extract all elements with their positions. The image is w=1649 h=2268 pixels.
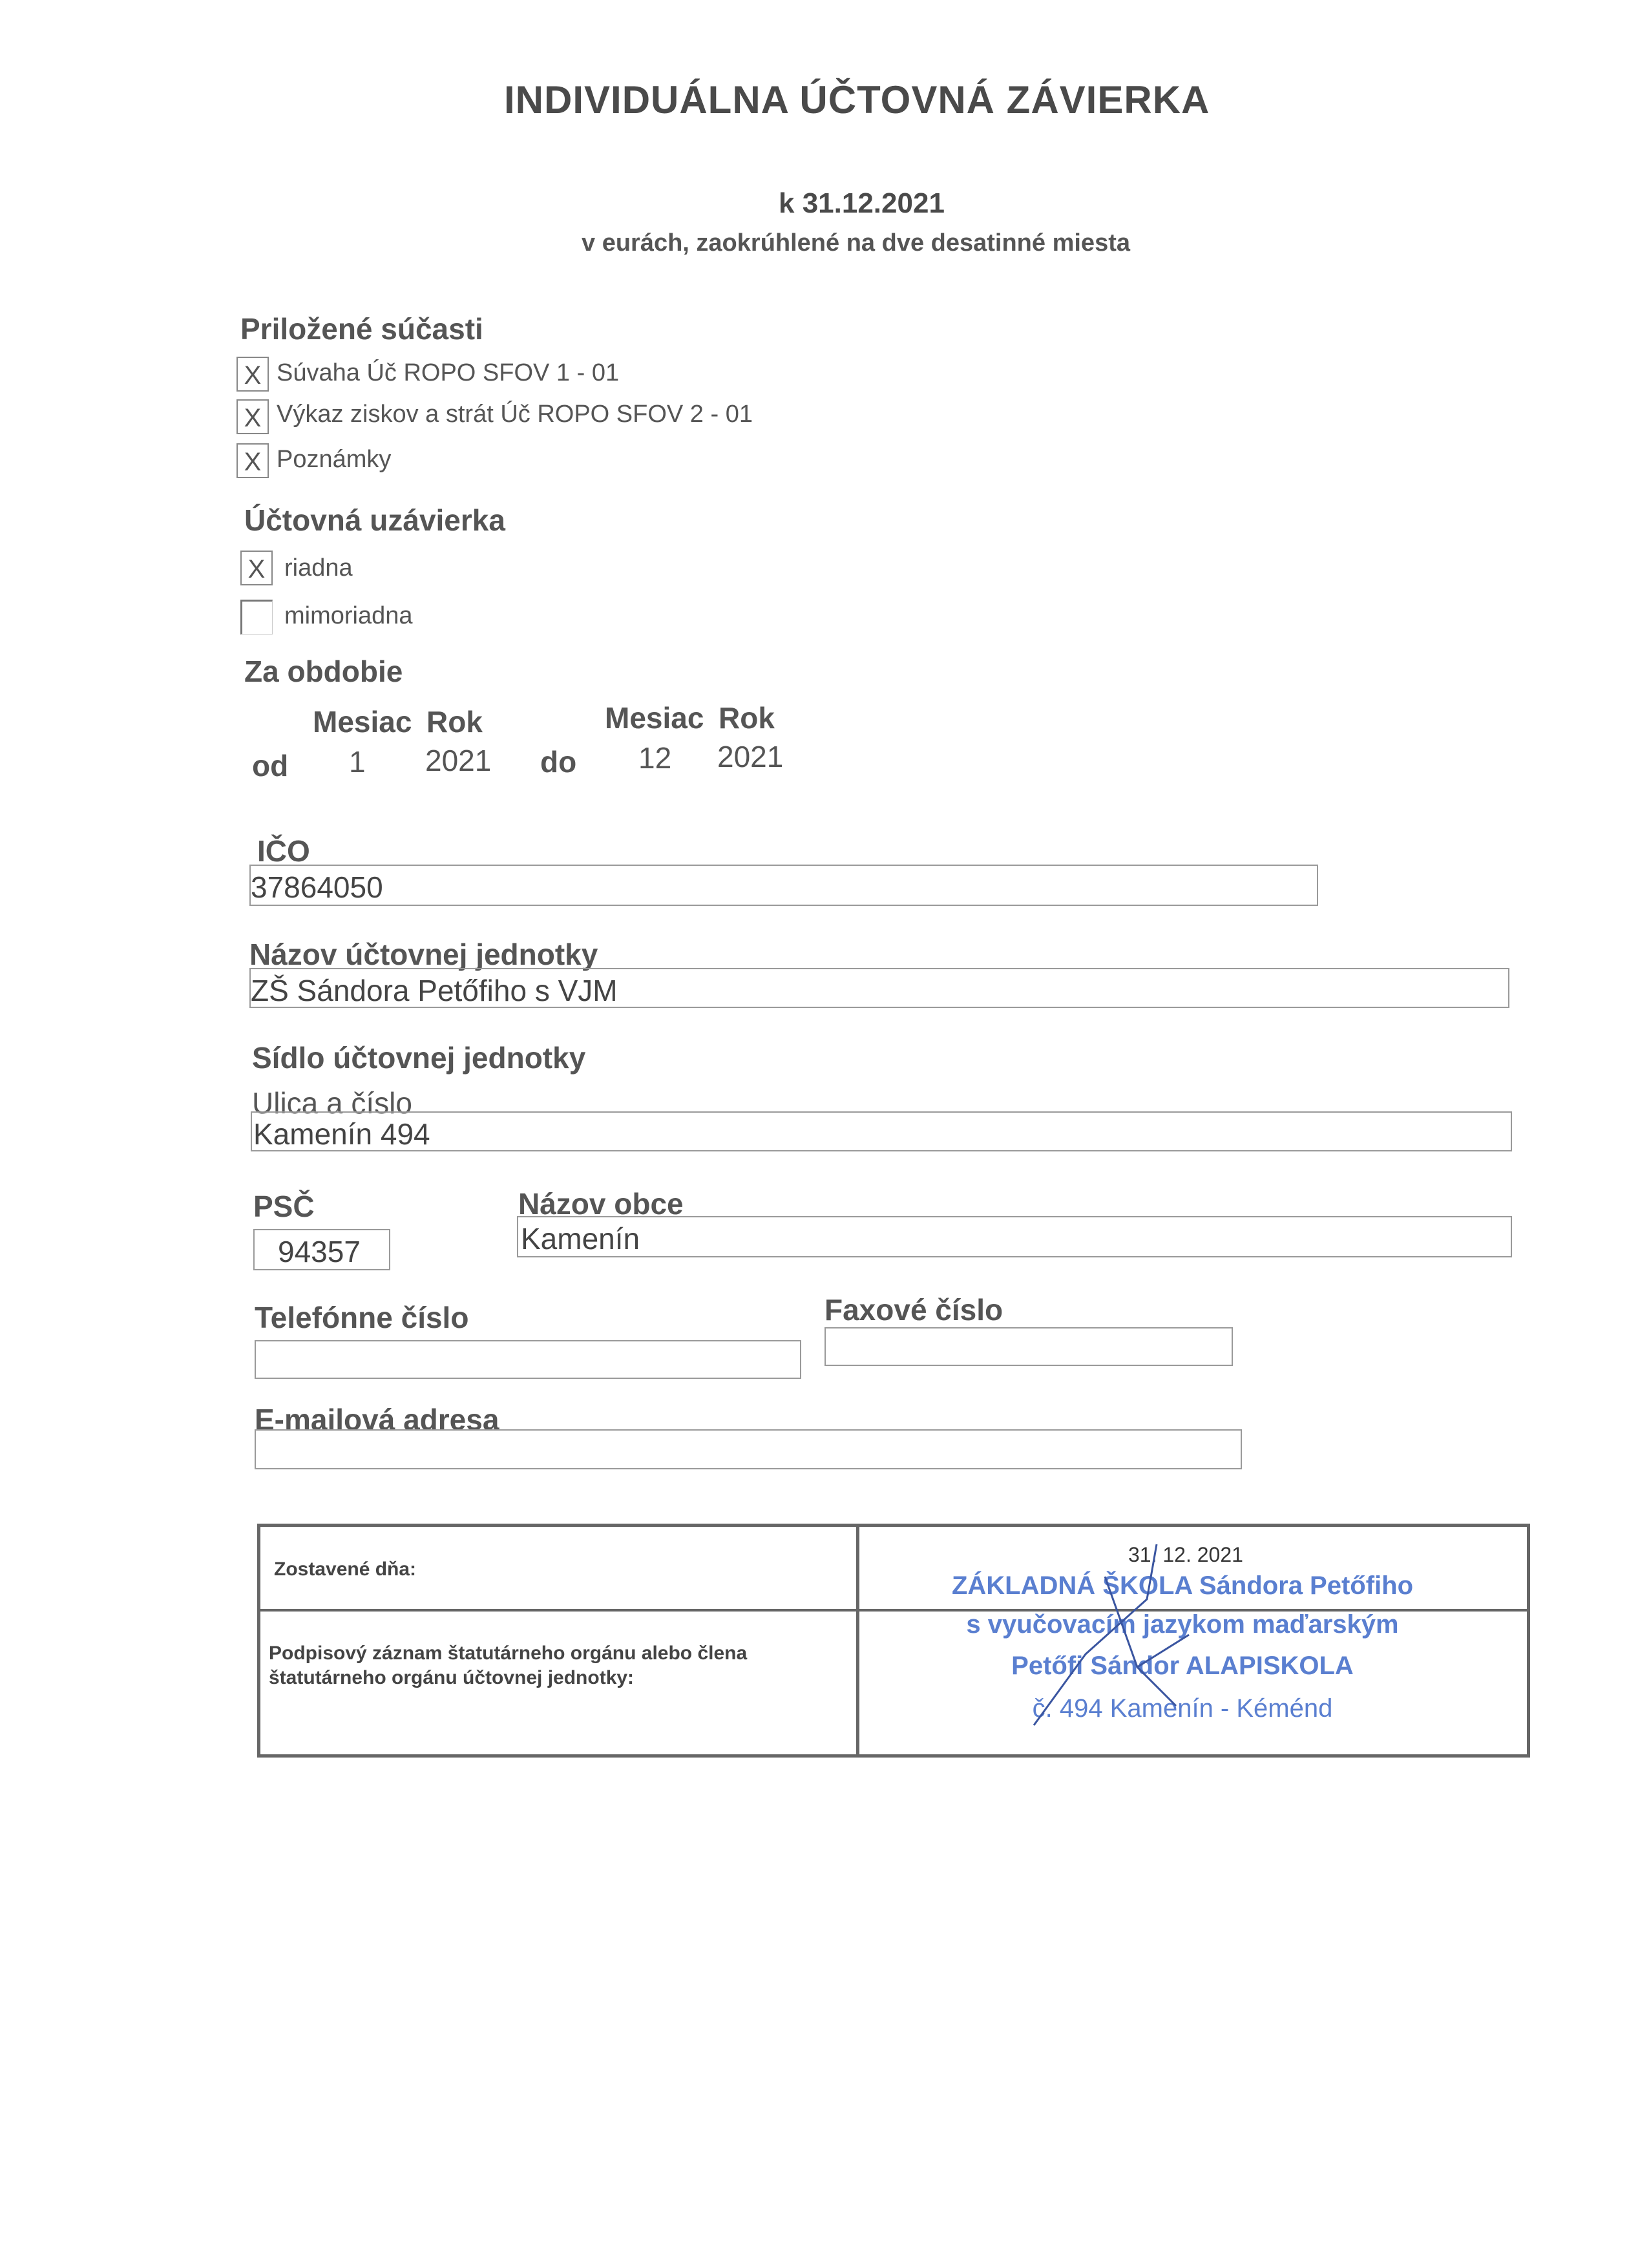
period-to-month-header: Mesiac (605, 701, 704, 735)
psc-value: 94357 (278, 1235, 361, 1268)
period-title: Za obdobie (244, 655, 403, 688)
period-to-label: do (540, 745, 577, 779)
city-label: Názov obce (518, 1187, 684, 1221)
ico-field[interactable] (249, 865, 1318, 906)
closing-label-regular: riadna (284, 554, 353, 582)
seat-label: Sídlo účtovnej jednotky (252, 1041, 586, 1075)
document-date: k 31.12.2021 (779, 187, 945, 219)
closing-checkbox-regular[interactable]: X (240, 551, 273, 585)
closing-checkbox-extraordinary[interactable] (240, 600, 273, 635)
document-title: INDIVIDUÁLNA ÚČTOVNÁ ZÁVIERKA (504, 78, 1210, 121)
unit-name-field[interactable] (249, 968, 1509, 1008)
city-field[interactable] (517, 1216, 1512, 1257)
period-to-year-header: Rok (719, 701, 775, 735)
period-from-month: 1 (349, 745, 366, 779)
email-label: E-mailová adresa (255, 1403, 499, 1436)
email-field[interactable] (255, 1429, 1242, 1469)
signature-label-line1: Podpisový záznam štatutárneho orgánu alebo člena (269, 1643, 748, 1664)
attachment-label-balance: Súvaha Úč ROPO SFOV 1 - 01 (277, 359, 620, 386)
unit-name-label: Názov účtovnej jednotky (249, 938, 598, 971)
fax-field[interactable] (824, 1327, 1233, 1366)
unit-name-value: ZŠ Sándora Petőfiho s VJM (251, 974, 618, 1007)
street-field[interactable] (251, 1111, 1512, 1151)
signature-label-line2: štatutárneho orgánu účtovnej jednotky: (269, 1667, 635, 1688)
closing-title: Účtovná uzávierka (244, 503, 505, 537)
psc-label: PSČ (253, 1190, 315, 1223)
stamp-line1: ZÁKLADNÁ ŠKOLA Sándora Petőfiho (951, 1571, 1414, 1600)
stamp-line2: s vyučovacím jazykom maďarským (966, 1610, 1399, 1639)
attachment-label-profit-loss: Výkaz ziskov a strát Úč ROPO SFOV 2 - 01 (277, 401, 753, 428)
street-value: Kamenín 494 (253, 1117, 430, 1151)
city-value: Kamenín (521, 1222, 640, 1255)
fax-label: Faxové číslo (824, 1293, 1003, 1327)
compiled-label: Zostavené dňa: (274, 1559, 417, 1580)
period-from-year-header: Rok (426, 705, 483, 739)
period-to-year: 2021 (717, 740, 784, 773)
closing-label-extraordinary: mimoriadna (284, 602, 413, 629)
phone-label: Telefónne číslo (255, 1301, 469, 1334)
period-from-month-header: Mesiac (313, 705, 412, 739)
compiled-date: 31. 12. 2021 (1128, 1543, 1243, 1566)
attachment-checkbox-notes[interactable]: X (236, 443, 269, 478)
stamp-line4: č. 494 Kamenín - Kéménd (1032, 1694, 1333, 1723)
attachment-checkbox-balance[interactable]: X (236, 357, 269, 392)
signature-table-divider (856, 1524, 859, 1758)
ico-value: 37864050 (251, 870, 383, 904)
period-to-month: 12 (638, 741, 672, 775)
psc-field[interactable] (253, 1229, 390, 1270)
phone-field[interactable] (255, 1340, 801, 1379)
handwritten-signature (1008, 1538, 1215, 1732)
attachment-label-notes: Poznámky (277, 446, 392, 473)
street-label: Ulica a číslo (252, 1086, 412, 1120)
attachment-checkbox-profit-loss[interactable]: X (236, 399, 269, 434)
period-from-year: 2021 (425, 744, 492, 777)
attachments-title: Priložené súčasti (240, 312, 483, 346)
period-from-label: od (252, 749, 289, 782)
stamp-line3: Petőfi Sándor ALAPISKOLA (1011, 1652, 1354, 1680)
ico-label: IČO (257, 834, 310, 868)
document-subtitle: v eurách, zaokrúhlené na dve desatinné miesta (582, 229, 1130, 257)
